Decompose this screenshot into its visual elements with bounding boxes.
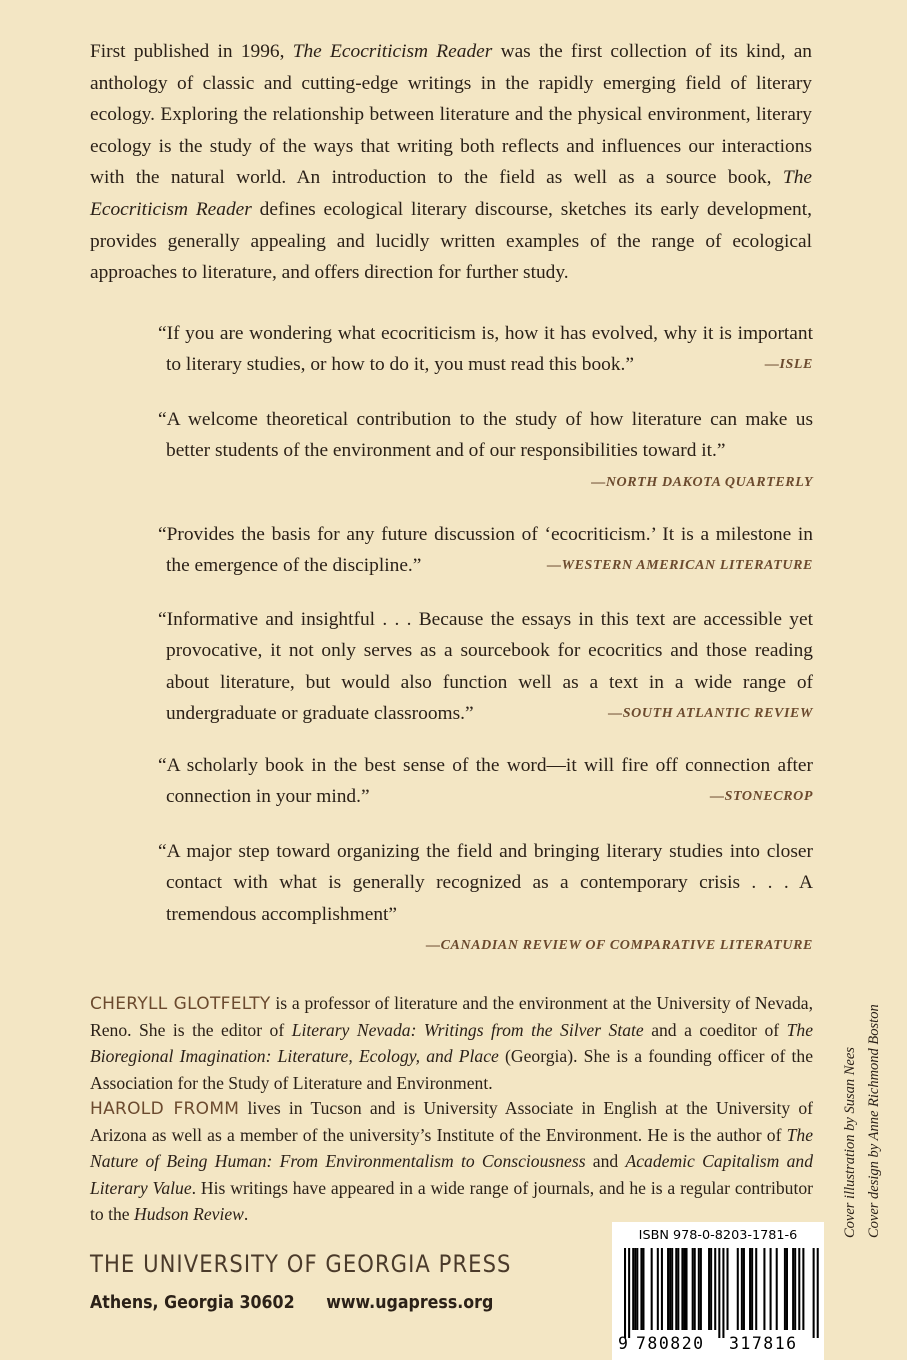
barcode-bar <box>694 1248 696 1330</box>
quote-source: —WESTERN AMERICAN LITERATURE <box>546 558 813 574</box>
barcode-bar <box>686 1248 688 1330</box>
barcode-bar <box>710 1248 712 1330</box>
author-name: HAROLD FROMM <box>90 1099 240 1119</box>
quote-text: “A scholarly book in the best sense of the word—it will fire off connection after connection in your mind.” <box>158 755 813 808</box>
review-quote-stonecrop <box>158 750 813 813</box>
barcode-bar <box>714 1248 716 1330</box>
barcode-bar <box>677 1248 679 1330</box>
barcode-bar <box>651 1248 653 1330</box>
barcode-bar <box>634 1248 636 1330</box>
review-quote-canadian-review <box>158 836 813 962</box>
barcode-bar <box>792 1248 794 1330</box>
barcode-bar <box>628 1248 630 1338</box>
barcode-bar <box>727 1248 729 1330</box>
barcode-bar <box>708 1248 710 1330</box>
author-name: CHERYLL GLOTFELTY <box>90 994 271 1014</box>
barcode-bar <box>667 1248 669 1330</box>
publisher-address <box>90 1292 493 1313</box>
description-paragraph <box>90 36 812 289</box>
blurb-text: was the first collection of its kind, an anthology of classic and cutting-edge writings in the rapidly emerging field of literary ecology. Exploring the relationship between literature and the physical environment, literary ecology is the study of the ways that writing both reflects and influences our interactions with the natural world. An introduction to the field as well as a source book, <box>90 41 812 189</box>
bio-text: (Georgia). She is a founding officer of the Association for the Study of Literature and Environment. <box>90 1046 814 1093</box>
barcode-bar <box>770 1248 772 1330</box>
barcode-bar <box>683 1248 685 1330</box>
blurb-text: defines ecological literary discourse, sketches its early development, provides generally appealing and lucidly written examples of the range of ecological approaches to literature, and offers direction for further study. <box>90 198 812 284</box>
review-quote-south-atlantic-review <box>158 604 813 730</box>
barcode-bar <box>700 1248 702 1330</box>
barcode-bar <box>722 1248 724 1338</box>
book-title: The Ecocriticism Reader <box>292 41 493 62</box>
barcode-bar <box>692 1248 694 1330</box>
barcode-bar <box>624 1248 626 1338</box>
author-bio-fromm <box>90 1095 813 1227</box>
barcode-bar <box>681 1248 683 1330</box>
barcode-bar <box>751 1248 753 1330</box>
review-quote-western-american-literature <box>158 519 813 582</box>
book-title: The Bioregional Imagination: Literature, Ecology, and Place <box>90 1020 813 1067</box>
publisher-name: THE UNIVERSITY OF GEORGIA PRESS <box>90 1250 512 1278</box>
book-title: Literary Nevada: Writings from the Silver State <box>291 1020 644 1041</box>
quote-source: —ISLE <box>764 357 813 373</box>
design-credit: Cover design by Anne Richmond Boston <box>866 1004 882 1238</box>
quote-text: “If you are wondering what ecocriticism is, how it has evolved, why it is important to literary studies, or how to do it, you must read this book.” <box>158 323 813 376</box>
journal-title: Hudson Review <box>133 1203 244 1224</box>
barcode-bar <box>741 1248 743 1330</box>
illustration-credit: Cover illustration by Susan Nees <box>842 1047 858 1238</box>
barcode-group-1: 780820 <box>636 1334 705 1353</box>
barcode-bar <box>698 1248 700 1330</box>
barcode-bar <box>632 1248 634 1330</box>
isbn-label: ISBN 978-0-8203-1781-6 <box>638 1228 798 1243</box>
author-bio-glotfelty <box>90 990 813 1096</box>
blurb-text: First published in 1996, <box>90 41 293 62</box>
book-title: The Ecocriticism Reader <box>90 167 812 220</box>
barcode-icon <box>612 1248 824 1338</box>
barcode-bar <box>813 1248 815 1338</box>
barcode-bar <box>776 1248 778 1330</box>
quote-source: —STONECROP <box>710 789 813 805</box>
barcode-group-2: 317816 <box>729 1334 798 1353</box>
cover-credits <box>838 1004 886 1238</box>
book-title: Academic Capitalism and Literary Value <box>90 1151 813 1198</box>
isbn-barcode <box>612 1222 824 1360</box>
review-quote-isle <box>158 318 813 381</box>
barcode-bar <box>718 1248 720 1338</box>
bio-text: . <box>243 1203 249 1224</box>
barcode-bar <box>763 1248 765 1330</box>
publisher-city: Athens, Georgia 30602 <box>90 1292 295 1313</box>
publisher-website: www.ugapress.org <box>326 1292 494 1313</box>
barcode-bar <box>671 1248 673 1330</box>
quote-text: “Provides the basis for any future discussion of ‘ecocriticism.’ It is a milestone in the emergence of the discipline.” <box>158 524 813 577</box>
quote-source: —NORTH DAKOTA QUARTERLY <box>591 474 813 490</box>
bio-text: . His writings have appeared in a wide range of journals, and he is a regular contributor to the <box>90 1177 814 1224</box>
review-quote-north-dakota-quarterly <box>158 404 813 498</box>
barcode-lead-digit: 9 <box>618 1334 628 1353</box>
barcode-bar <box>817 1248 819 1338</box>
barcode-bar <box>640 1248 642 1330</box>
quote-text: “Informative and insightful . . . Because the essays in this text are accessible yet provocative, it not only serves as a sourcebook for ecocritics and those reading about literature, but would also function well as a text in a wide range of undergraduate or graduate classrooms.” <box>158 609 813 725</box>
barcode-bar <box>749 1248 751 1330</box>
quote-source: —CANADIAN REVIEW OF COMPARATIVE LITERATURE <box>426 938 813 954</box>
barcode-bar <box>743 1248 745 1330</box>
book-title: The Nature of Being Human: From Environmentalism to Consciousness <box>90 1125 813 1172</box>
barcode-bar <box>784 1248 786 1330</box>
quote-source: —SOUTH ATLANTIC REVIEW <box>608 706 813 722</box>
barcode-bar <box>786 1248 788 1330</box>
bio-text: and <box>585 1151 626 1172</box>
barcode-bar <box>642 1248 644 1330</box>
barcode-bar <box>755 1248 757 1330</box>
barcode-bar <box>798 1248 800 1330</box>
barcode-bar <box>657 1248 659 1330</box>
barcode-bar <box>794 1248 796 1330</box>
bio-text: is a professor of literature and the environment at the University of Nevada, Reno. She is the editor of <box>90 993 813 1041</box>
bio-text: and a coeditor of <box>643 1020 787 1041</box>
barcode-bar <box>669 1248 671 1330</box>
bio-text: lives in Tucson and is University Associate in English at the University of Arizona as well as a member of the university’s Institute of the Environment. He is the author of <box>90 1098 813 1146</box>
barcode-bar <box>636 1248 638 1330</box>
barcode-bar <box>675 1248 677 1330</box>
quote-text: “A welcome theoretical contribution to the study of how literature can make us better students of the environment and of our responsibilities toward it.” <box>158 409 813 462</box>
barcode-bar <box>737 1248 739 1330</box>
barcode-bar <box>661 1248 663 1330</box>
quote-text: “A major step toward organizing the field and bringing literary studies into closer contact with what is generally recognized as a contemporary crisis . . . A tremendous accomplishment” <box>158 841 813 925</box>
barcode-bar <box>802 1248 804 1330</box>
